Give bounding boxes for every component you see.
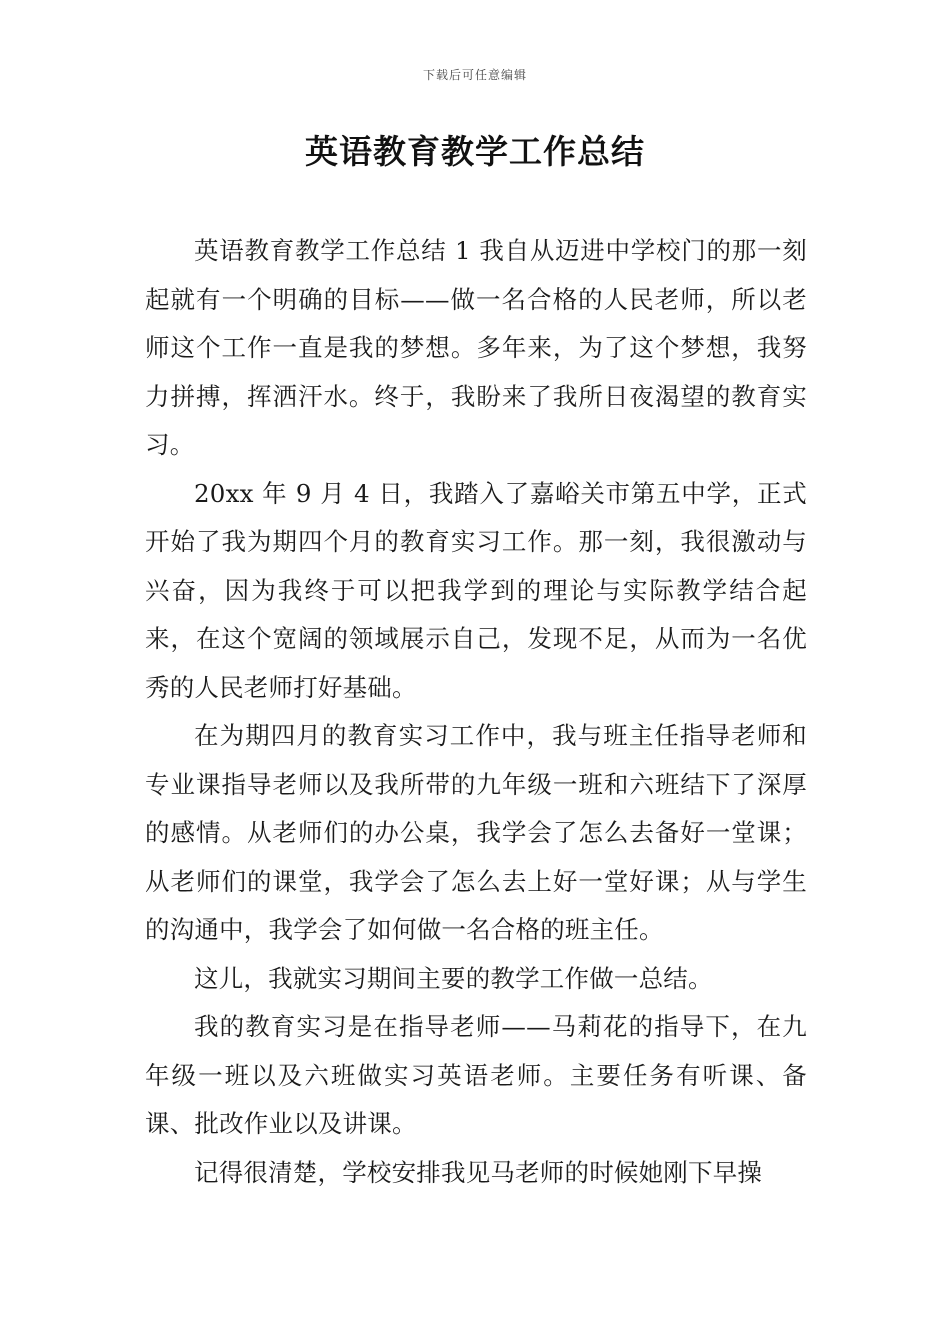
paragraph-4: 这儿，我就实习期间主要的教学工作做一总结。 <box>194 963 713 993</box>
document-title: 英语教育教学工作总结 <box>305 132 645 171</box>
paragraph-1: 英语教育教学工作总结 1 我自从迈进中学校门的那一刻起就有一个明确的目标——做一名合格的人民老师，所以老师这个工作一直是我的梦想。多年来，为了这个梦想，我努力拼搏，挥洒汗水。终于，我盼来了我所日夜渴望的教育实习。 <box>145 236 807 459</box>
paragraph-5: 我的教育实习是在指导老师——马莉花的指导下，在九年级一班以及六班做实习英语老师。主要任务有听课、备课、批改作业以及讲课。 <box>145 1012 807 1138</box>
paragraph-2: 20xx 年 9 月 4 日，我踏入了嘉峪关市第五中学，正式开始了我为期四个月的教育实习工作。那一刻，我很激动与兴奋，因为我终于可以把我学到的理论与实际教学结合起来，在这个宽阔的领域展示自己，发现不足，从而为一名优秀的人民老师打好基础。 <box>145 478 807 702</box>
document-body <box>145 227 807 1197</box>
paragraph-6: 记得很清楚，学校安排我见马老师的时候她刚下早操 <box>194 1157 763 1187</box>
paragraph-3: 在为期四月的教育实习工作中，我与班主任指导老师和专业课指导老师以及我所带的九年级一班和六班结下了深厚的感情。从老师们的办公桌，我学会了怎么去备好一堂课；从老师们的课堂，我学会了怎么去上好一堂好课；从与学生的沟通中，我学会了如何做一名合格的班主任。 <box>145 721 807 944</box>
header-note: 下载后可任意编辑 <box>422 68 527 82</box>
